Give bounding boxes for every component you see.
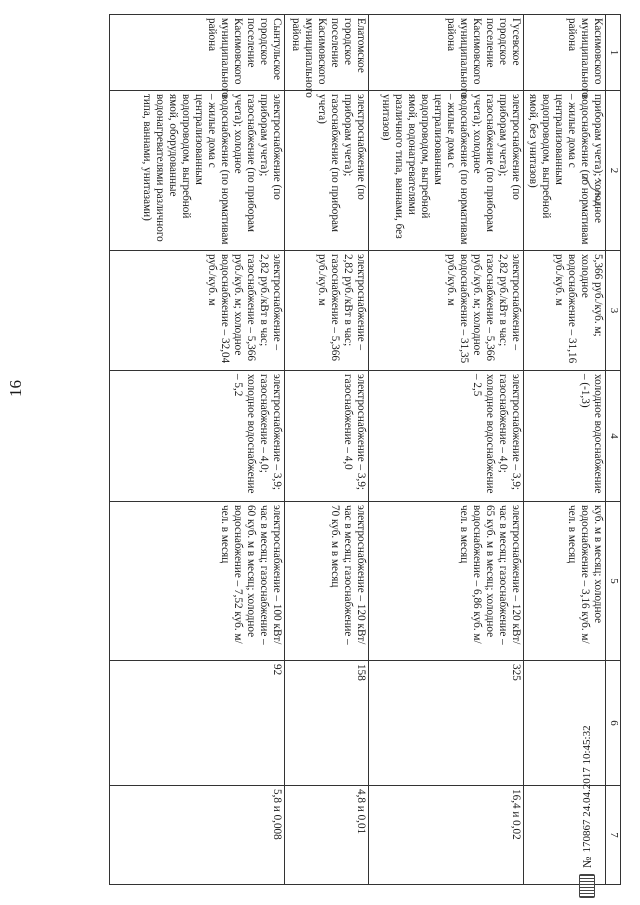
page-number: 16 — [6, 380, 25, 397]
growth-index-cell: электроснабжение – 3,9; газоснабжение – 4,0; холодное водоснабжение – 5,2 — [110, 371, 285, 502]
municipality-cell: Касимовского муниципального района — [524, 15, 606, 91]
header-row — [606, 15, 621, 885]
barcode-seal-icon — [579, 874, 595, 898]
tariff-table — [109, 14, 621, 885]
tariff-cell: электроснабжение – 2,82 руб./кВт в час; газоснабжение – 5,366 руб./куб. м; холодное водоснабжение – 31,35 руб./куб. м — [369, 251, 524, 371]
share-cell: 5,8 и 0,008 — [110, 786, 285, 885]
table-row — [369, 15, 524, 885]
population-cell: 92 — [110, 661, 285, 786]
consumption-cell: электроснабжение – 120 кВт/час в месяц; газоснабжение – 65 куб. м в месяц; холодное водоснабжение – 6,86 куб. м/чел. в месяц — [369, 502, 524, 661]
population-cell: 325 — [369, 661, 524, 786]
share-cell: 4,8 и 0,01 — [285, 786, 369, 885]
header-cell: 3 — [606, 251, 621, 371]
header-cell: 1 — [606, 15, 621, 91]
municipality-cell: Сынтульское городское поселение Касимовского муниципального района — [110, 15, 285, 91]
share-cell: 16,4 и 0,02 — [369, 786, 524, 885]
header-cell: 7 — [606, 786, 621, 885]
municipality-cell: Елатомское городское поселение Касимовского муниципального района — [285, 15, 369, 91]
document-id-timestamp: 170867 24.04.2017 10:45:32 — [581, 725, 593, 853]
services-cell: электроснабжение (по приборам учета); газоснабжение (по приборам учета); холодное водоснабжение (по нормативам – жилые дома с централизованным водопроводом, выгребной ямой, оборудованные водонагревателями различного типа, ваннами, унитазами) — [110, 91, 285, 251]
header-cell: 6 — [606, 661, 621, 786]
header-cell: 4 — [606, 371, 621, 502]
consumption-cell: электроснабжение – 120 кВт/час в месяц; газоснабжение – 70 куб. м в месяц — [285, 502, 369, 661]
consumption-cell: электроснабжение – 100 кВт/час в месяц; газоснабжение – 60 куб. м в месяц; холодное водоснабжение – 7,52 куб. м/чел. в месяц — [110, 502, 285, 661]
header-cell: 5 — [606, 502, 621, 661]
growth-index-cell: электроснабжение – 3,9; газоснабжение – 4,0 — [285, 371, 369, 502]
tariff-cell: электроснабжение – 2,82 руб./кВт в час; газоснабжение – 5,366 руб./куб. м; холодное водоснабжение – 32,04 руб./куб. м — [110, 251, 285, 371]
document-footer — [579, 725, 595, 898]
table-row — [110, 15, 285, 885]
growth-index-cell: холодное водоснабжение – (-1,3) — [524, 371, 606, 502]
municipality-cell: Гусевское городское поселение Касимовского муниципального района — [369, 15, 524, 91]
header-cell: 2 — [606, 91, 621, 251]
table-row — [285, 15, 369, 885]
population-cell: 158 — [285, 661, 369, 786]
services-cell: приборам учета); холодное водоснабжение (по нормативам – жилые дома с централизованным водопроводом, выгребной ямой, без унитазов) — [524, 91, 606, 251]
consumption-cell: куб. м в месяц; холодное водоснабжение – 3,16 куб. м/чел. в месяц — [524, 502, 606, 661]
tariff-cell: 5,366 руб./куб. м; холодное водоснабжение – 31,16 руб./куб. м — [524, 251, 606, 371]
tariff-cell: электроснабжение – 2,82 руб./кВт в час; газоснабжение – 5,366 руб./куб. м — [285, 251, 369, 371]
rotated-table-container — [56, 14, 621, 884]
number-sign: № — [579, 856, 594, 868]
services-cell: электроснабжение (по приборам учета); газоснабжение (по приборам учета) — [285, 91, 369, 251]
growth-index-cell: электроснабжение – 3,9; газоснабжение – 4,0; холодное водоснабжение – 2,5 — [369, 371, 524, 502]
services-cell: электроснабжение (по приборам учета); газоснабжение (по приборам учета); холодное водоснабжение (по нормативам – жилые дома с централизованным водопроводом, выгребной ямой, водонагревателями различного типа, ваннами, без унитазов) — [369, 91, 524, 251]
